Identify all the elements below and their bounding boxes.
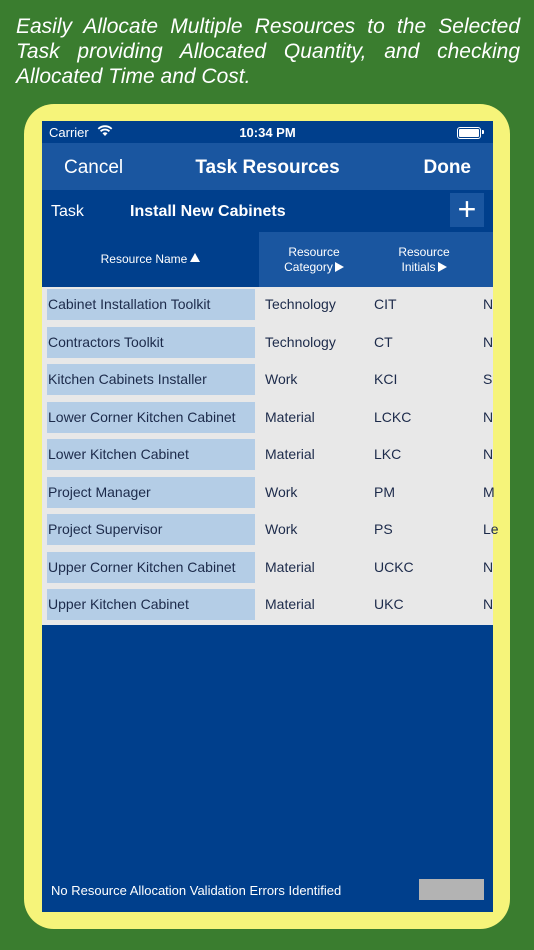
resource-category-cell: Material <box>265 558 315 575</box>
plus-icon: + <box>457 191 477 227</box>
sort-right-icon <box>335 262 344 272</box>
table-header <box>42 232 493 287</box>
table-row[interactable] <box>42 362 493 400</box>
clock: 10:34 PM <box>239 125 296 140</box>
resource-name-cell[interactable]: Upper Kitchen Cabinet <box>47 589 255 620</box>
resource-name-cell[interactable]: Kitchen Cabinets Installer <box>47 364 255 395</box>
page-title: Task Resources <box>195 157 340 178</box>
resource-initials-cell: LKC <box>374 446 402 462</box>
resource-category-cell: Technology <box>265 296 336 312</box>
resource-initials-cell: UKC <box>374 596 404 612</box>
resource-category-cell: Work <box>265 371 298 387</box>
cancel-button[interactable]: Cancel <box>64 157 124 178</box>
column-header-resource-name[interactable] <box>42 232 259 287</box>
resource-category-cell: Work <box>265 483 298 500</box>
sort-right-icon <box>438 262 447 272</box>
task-label: Task <box>51 203 84 220</box>
resource-table <box>42 287 499 625</box>
column-header-label: Resource <box>398 244 450 259</box>
resource-initials-cell: KCI <box>374 371 398 387</box>
resource-name-cell[interactable]: Cabinet Installation Toolkit <box>47 289 255 320</box>
resource-name-cell[interactable]: Lower Kitchen Cabinet <box>47 439 255 470</box>
column-header-label: Initials <box>401 259 436 274</box>
resource-name-cell[interactable]: Contractors Toolkit <box>47 327 255 358</box>
resource-category-cell: Material <box>265 596 315 612</box>
resource-initials-cell: LCKC <box>374 408 412 425</box>
battery-tip-icon <box>482 130 484 134</box>
column-header-resource-category[interactable] <box>259 232 369 287</box>
resource-extra-cell: Le <box>483 521 499 537</box>
resource-name-cell[interactable]: Project Supervisor <box>47 514 255 545</box>
resource-name-cell[interactable]: Lower Corner Kitchen Cabinet <box>47 402 255 433</box>
resource-extra-cell: N <box>483 333 494 350</box>
resource-extra-cell: N <box>483 558 494 575</box>
resource-initials-cell: PM <box>374 483 395 500</box>
validation-button[interactable] <box>419 879 484 900</box>
resource-extra-cell: N <box>483 596 494 612</box>
task-bar <box>42 190 493 232</box>
resource-name-cell[interactable]: Project Manager <box>47 477 255 508</box>
resource-category-cell: Technology <box>265 333 336 350</box>
carrier-label: Carrier <box>49 125 89 140</box>
table-row[interactable] <box>42 475 493 513</box>
battery-icon <box>457 127 481 139</box>
resource-initials-cell: CT <box>374 333 393 350</box>
table-row[interactable] <box>42 287 493 325</box>
table-row[interactable] <box>42 587 493 625</box>
table-row[interactable] <box>42 325 493 363</box>
resource-extra-cell: N <box>483 408 494 425</box>
resource-extra-cell: M <box>483 483 495 500</box>
resource-initials-cell: CIT <box>374 296 397 312</box>
status-bar <box>42 121 493 143</box>
validation-message: No Resource Allocation Validation Errors Identified <box>51 883 342 898</box>
resource-name-cell[interactable]: Upper Corner Kitchen Cabinet <box>47 552 255 583</box>
column-header-resource-initials[interactable] <box>369 232 479 287</box>
resource-initials-cell: PS <box>374 521 393 537</box>
sort-ascending-icon <box>190 253 200 262</box>
resource-category-cell: Material <box>265 408 315 425</box>
done-button[interactable]: Done <box>423 157 471 178</box>
add-resource-button[interactable] <box>450 193 484 227</box>
table-row[interactable] <box>42 437 493 475</box>
resource-extra-cell: N <box>483 446 494 462</box>
resource-extra-cell: S <box>483 371 493 387</box>
resource-category-cell: Work <box>265 521 298 537</box>
column-header-label: Resource <box>288 244 340 259</box>
promo-caption: Easily Allocate Multiple Resources to the Selected Task providing Allocated Quantity, and checking Allocated Time and Cost. <box>16 15 520 88</box>
resource-extra-cell: N <box>483 296 494 312</box>
resource-category-cell: Material <box>265 446 315 462</box>
task-name: Install New Cabinets <box>130 203 286 220</box>
app-screen <box>42 121 499 912</box>
table-row[interactable] <box>42 400 493 438</box>
table-row[interactable] <box>42 550 493 588</box>
navigation-bar <box>42 143 493 190</box>
resource-initials-cell: UCKC <box>374 558 414 575</box>
table-row[interactable] <box>42 512 499 550</box>
column-header-label: Category <box>284 259 333 274</box>
column-header-label: Resource Name <box>100 252 188 266</box>
